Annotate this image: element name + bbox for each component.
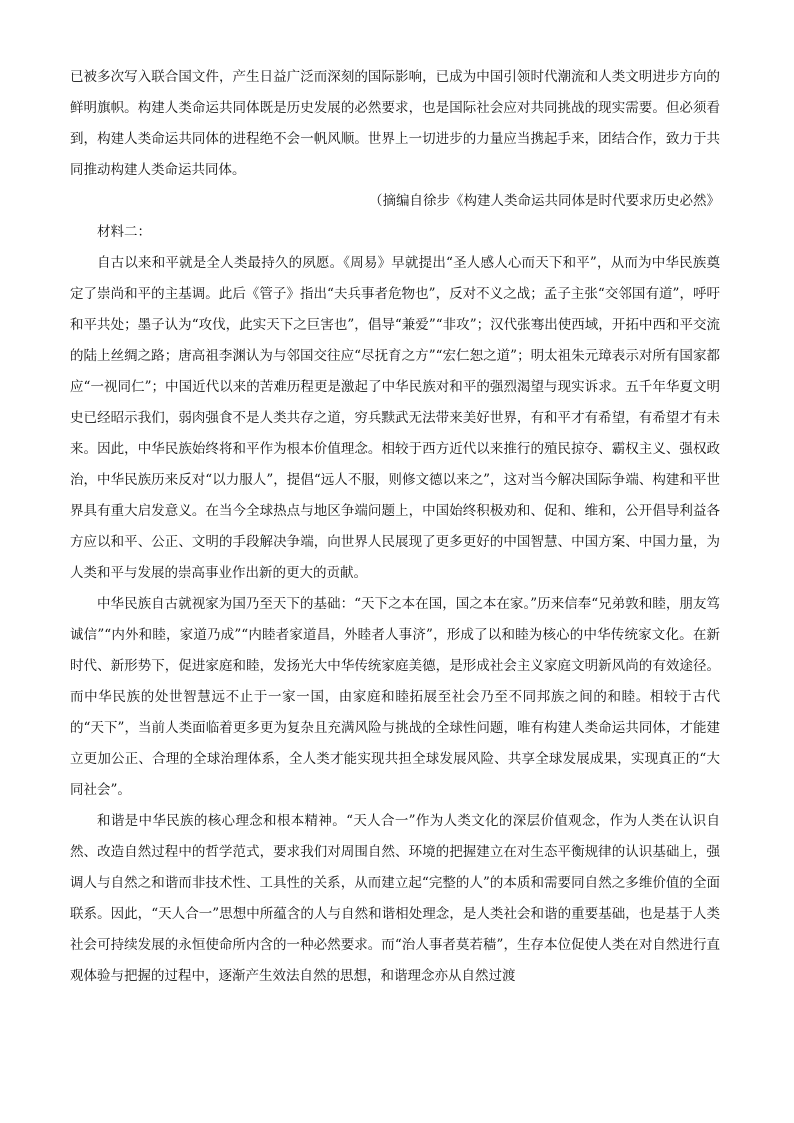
section-heading-material2: 材料二： [97,224,151,240]
document-page [70,62,720,992]
citation: （摘编自徐步《构建人类命运共同体是时代要求历史必然》 [369,193,720,209]
paragraph-peace: 自古以来和平就是全人类最持久的夙愿。《周易》早就提出“圣人感人心而天下和平”，从而为中华民族奠定了崇尚和平的主基调。此后《管子》指出“夫兵事者危物也”，反对不义之战；孟子主张“交邻国有道”，呼吁和平共处；墨子认为“攻伐，此实天下之巨害也”，倡导“兼爱”“非攻”；汉代张骞出使西域，开拓中西和平交流的陆上丝绸之路；唐高祖李渊认为与邻国交往应“尽抚育之方”“宏仁恕之道”；明太祖朱元璋表示对所有国家都应“一视同仁”；中国近代以来的苦难历程更是激起了中华民族对和平的强烈渴望与现实诉求。五千年华夏文明史已经昭示我们，弱肉强食不是人类共存之道，穷兵黩武无法带来美好世界，有和平才有希望，有希望才有未来。因此，中华民族始终将和平作为根本价值理念。相较于西方近代以来推行的殖民掠夺、霸权主义、强权政治，中华民族历来反对“以力服人”，提倡“远人不服，则修文德以来之”，这对当今解决国际争端、构建和平世界具有重大启发意义。在当今全球热点与地区争端问题上，中国始终积极劝和、促和、维和，公开倡导利益各方应以和平、公正、文明的手段解决争端，向世界人民展现了更多更好的中国智慧、中国方案、中国力量，为人类和平与发展的崇高事业作出新的更大的贡献。 [70,255,720,581]
paragraph-intro: 已被多次写入联合国文件，产生日益广泛而深刻的国际影响，已成为中国引领时代潮流和人类文明进步方向的鲜明旗帜。构建人类命运共同体既是历史发展的必然要求，也是国际社会应对共同挑战的现实需要。但必须看到，构建人类命运共同体的进程绝不会一帆风顺。世界上一切进步的力量应当携起手来，团结合作，致力于共同推动构建人类命运共同体。 [70,69,720,178]
paragraph-harmony: 和谐是中华民族的核心理念和根本精神。“天人合一”作为人类文化的深层价值观念，作为人类在认识自然、改造自然过程中的哲学范式，要求我们对周围自然、环境的把握建立在对生态平衡规律的认识基础上，强调人与自然之和谐而非技术性、工具性的关系，从而建立起“完整的人”的本质和需要同自然之多维价值的全面联系。因此，“天人合一”思想中所蕴含的人与自然和谐相处理念，是人类社会和谐的重要基础，也是基于人类社会可持续发展的永恒使命所内含的一种必然要求。而“治人事者莫若穑”，生存本位促使人类在对自然进行直观体验与把握的过程中，逐渐产生效法自然的思想，和谐理念亦从自然过渡 [70,813,720,984]
paragraph-family: 中华民族自古就视家为国乃至天下的基础：“天下之本在国，国之本在家。”历来信奉“兄弟敦和睦，朋友笃诚信”“内外和睦，家道乃成”“内睦者家道昌，外睦者人事济”，形成了以和睦为核心的中华传统家文化。在新时代、新形势下，促进家庭和睦，发扬光大中华传统家庭美德，是形成社会主义家庭文明新风尚的有效途径。而中华民族的处世智慧远不止于一家一国，由家庭和睦拓展至社会乃至不同邦族之间的和睦。相较于古代的“天下”，当前人类面临着更多更为复杂且充满风险与挑战的全球性问题，唯有构建人类命运共同体，才能建立更加公正、合理的全球治理体系，全人类才能实现共担全球发展风险、共享全球发展成果，实现真正的“大同社会”。 [70,596,720,798]
